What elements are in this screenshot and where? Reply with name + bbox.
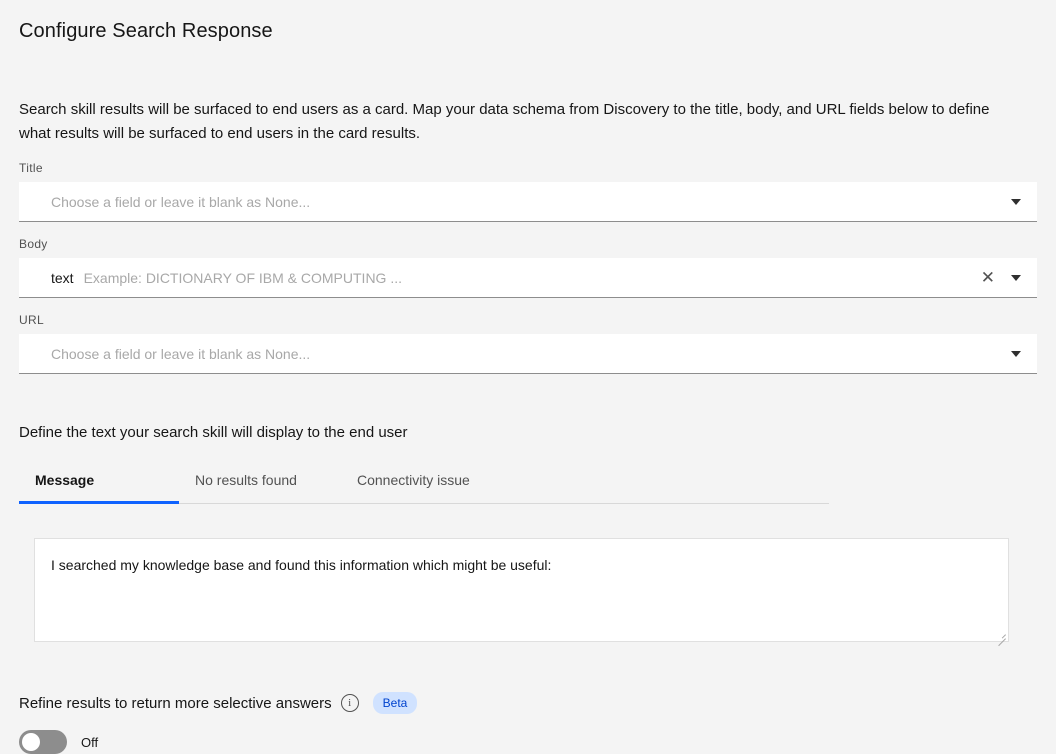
body-field-select[interactable] [19, 258, 1037, 298]
display-text-tabs [19, 462, 829, 504]
toggle-state-label: Off [81, 734, 99, 750]
field-group-url [19, 312, 1037, 374]
body-field-value: text [51, 269, 74, 286]
toggle-knob [22, 733, 40, 751]
message-text: I searched my knowledge base and found this information which might be useful: [51, 557, 552, 573]
field-group-title [19, 160, 1037, 222]
page-description: Search skill results will be surfaced to end users as a card. Map your data schema from Discovery to the title, body, and URL fields below to define what results will be surfaced to end users in the card results. [19, 101, 990, 142]
info-icon[interactable]: i [341, 694, 359, 712]
url-field-select[interactable] [19, 334, 1037, 374]
message-textarea[interactable] [34, 538, 1009, 642]
field-label-url: URL [19, 313, 44, 327]
status-badge: Beta [373, 692, 418, 714]
refine-toggle-row [19, 730, 1037, 754]
chevron-down-icon[interactable] [1007, 345, 1025, 363]
page-title: Configure Search Response [19, 20, 273, 42]
tab-no-results-found[interactable]: No results found [195, 472, 297, 488]
field-group-body [19, 236, 1037, 298]
chevron-down-icon[interactable] [1007, 193, 1025, 211]
url-field-placeholder: Choose a field or leave it blank as None... [51, 345, 311, 362]
resize-handle[interactable] [996, 629, 1006, 639]
tab-connectivity-issue[interactable]: Connectivity issue [357, 472, 470, 488]
title-field-select[interactable] [19, 182, 1037, 222]
refine-results-row [19, 642, 1037, 714]
title-field-placeholder: Choose a field or leave it blank as None... [51, 193, 311, 210]
refine-results-toggle[interactable] [19, 730, 67, 754]
field-label-title: Title [19, 161, 43, 175]
chevron-down-icon[interactable] [1007, 269, 1025, 287]
refine-results-label: Refine results to return more selective answers [19, 694, 332, 712]
body-field-example: Example: DICTIONARY OF IBM & COMPUTING ... [83, 269, 402, 286]
display-text-heading: Define the text your search skill will display to the end user [19, 424, 408, 441]
field-label-body: Body [19, 237, 48, 251]
tab-message[interactable]: Message [19, 462, 179, 504]
clear-icon[interactable]: ✕ [980, 268, 995, 287]
